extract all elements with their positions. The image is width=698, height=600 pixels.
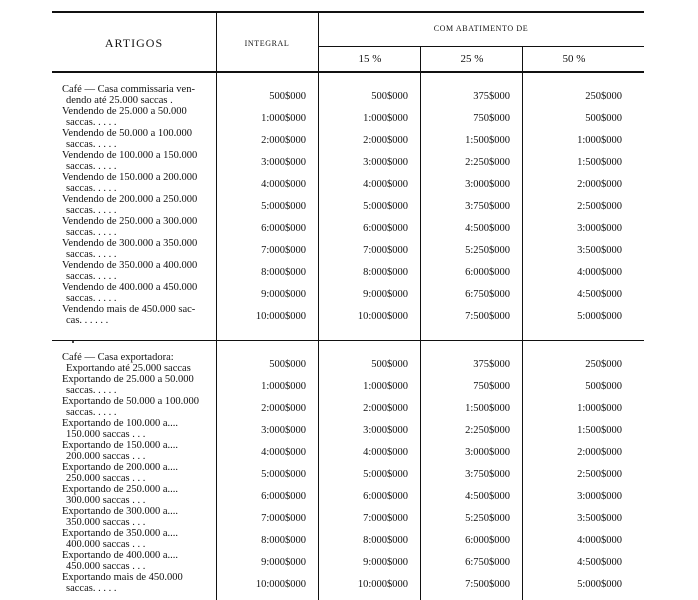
section1-row-label-line1: Vendendo de 200.000 a 250.000: [62, 194, 198, 205]
section1-row-label-line2: saccas. . . . .: [66, 249, 117, 260]
section1-cell-15: 10:000$000: [357, 311, 408, 322]
header-15-pct: 15 %: [358, 53, 382, 65]
section2-cell-integral: 6:000$000: [261, 491, 306, 502]
section2-cell-15: 6:000$000: [363, 491, 408, 502]
section1-cell-integral: 3:000$000: [261, 157, 306, 168]
section1-cell-50: 500$000: [585, 113, 622, 124]
section1-cell-integral: 8:000$000: [261, 267, 306, 278]
section2-cell-50: 2:000$000: [577, 447, 622, 458]
section2-row-label-line2: saccas. . . . .: [66, 583, 117, 594]
section1-cell-25: 6:750$000: [465, 289, 510, 300]
section1-cell-integral: 7:000$000: [261, 245, 306, 256]
column-rule-artigos: [216, 12, 217, 600]
section1-cell-25: 750$000: [473, 113, 510, 124]
section1-row-label-line2: saccas. . . . .: [66, 227, 117, 238]
section1-row-label-line1: Vendendo de 350.000 a 400.000: [62, 260, 198, 271]
header-abatimento: COM ABATIMENTO DE: [433, 24, 529, 33]
section2-cell-50: 5:000$000: [577, 579, 622, 590]
section1-row-label-line1: Café — Casa commissaria ven-: [62, 84, 195, 95]
section2-cell-integral: 1:000$000: [261, 381, 306, 392]
section1-cell-integral: 2:000$000: [261, 135, 306, 146]
section1-cell-50: 250$000: [585, 91, 622, 102]
section1-cell-15: 8:000$000: [363, 267, 408, 278]
section2-cell-50: 500$000: [585, 381, 622, 392]
section1-cell-50: 4:000$000: [577, 267, 622, 278]
section2-cell-15: 10:000$000: [357, 579, 408, 590]
section1-cell-15: 2:000$000: [363, 135, 408, 146]
section1-cell-15: 7:000$000: [363, 245, 408, 256]
section1-cell-25: 4:500$000: [465, 223, 510, 234]
section2-row-label-line1: Exportando de 50.000 a 100.000: [62, 396, 200, 407]
section1-cell-15: 5:000$000: [363, 201, 408, 212]
section2-row-label-line1: Exportando de 150.000 a....: [62, 440, 179, 451]
top-rule: [52, 11, 644, 13]
section1-cell-15: 6:000$000: [363, 223, 408, 234]
header-bottom-rule: [52, 71, 644, 73]
section1-cell-integral: 9:000$000: [261, 289, 306, 300]
section1-row-label-line2: saccas. . . . .: [66, 117, 117, 128]
section1-cell-50: 4:500$000: [577, 289, 622, 300]
section1-row-label-line2: cas. . . . . .: [66, 315, 109, 326]
section1-cell-25: 3:750$000: [465, 201, 510, 212]
section2-cell-50: 1:500$000: [577, 425, 622, 436]
section1-cell-15: 9:000$000: [363, 289, 408, 300]
section2-cell-50: 4:500$000: [577, 557, 622, 568]
section2-row-label-line2: Exportando até 25.000 saccas: [66, 363, 191, 374]
section1-cell-50: 1:500$000: [577, 157, 622, 168]
section2-row-label-line2: 300.000 saccas . . .: [66, 495, 146, 506]
section2-cell-15: 7:000$000: [363, 513, 408, 524]
section2-cell-25: 5:250$000: [465, 513, 510, 524]
section1-cell-25: 7:500$000: [465, 311, 510, 322]
section2-cell-15: 500$000: [371, 359, 408, 370]
section1-row-label-line2: saccas. . . . .: [66, 183, 117, 194]
section2-cell-25: 3:000$000: [465, 447, 510, 458]
header-25-pct: 25 %: [460, 53, 484, 65]
section2-cell-15: 4:000$000: [363, 447, 408, 458]
section1-cell-integral: 10:000$000: [255, 311, 306, 322]
bullet-mark: [72, 341, 74, 343]
section2-cell-25: 3:750$000: [465, 469, 510, 480]
section1-cell-25: 3:000$000: [465, 179, 510, 190]
section1-cell-integral: 500$000: [269, 91, 306, 102]
section2-cell-25: 750$000: [473, 381, 510, 392]
section2-cell-25: 7:500$000: [465, 579, 510, 590]
section2-row-label-line1: Café — Casa exportadora:: [62, 352, 174, 363]
section1-row-label-line1: Vendendo de 300.000 a 350.000: [62, 238, 198, 249]
section2-cell-50: 3:000$000: [577, 491, 622, 502]
section1-row-label-line2: saccas. . . . .: [66, 293, 117, 304]
section2-cell-integral: 10:000$000: [255, 579, 306, 590]
section2-cell-integral: 5:000$000: [261, 469, 306, 480]
column-rule-15: [420, 47, 421, 600]
section2-row-label-line2: 200.000 saccas . . .: [66, 451, 146, 462]
section1-row-label-line1: Vendendo de 50.000 a 100.000: [62, 128, 193, 139]
section2-cell-50: 2:500$000: [577, 469, 622, 480]
section1-cell-integral: 5:000$000: [261, 201, 306, 212]
section2-row-label-line1: Exportando de 350.000 a....: [62, 528, 179, 539]
section2-cell-integral: 7:000$000: [261, 513, 306, 524]
column-rule-25: [522, 47, 523, 600]
section2-row-label-line2: 250.000 saccas . . .: [66, 473, 146, 484]
section2-cell-integral: 4:000$000: [261, 447, 306, 458]
section1-cell-integral: 6:000$000: [261, 223, 306, 234]
header-integral: INTEGRAL: [244, 39, 290, 48]
section2-row-label-line1: Exportando mais de 450.000: [62, 572, 183, 583]
section1-cell-50: 2:000$000: [577, 179, 622, 190]
section2-cell-15: 5:000$000: [363, 469, 408, 480]
section2-row-label-line2: saccas. . . . .: [66, 385, 117, 396]
subheader-rule: [318, 46, 644, 47]
section2-row-label-line1: Exportando de 300.000 a....: [62, 506, 179, 517]
section2-row-label-line1: Exportando de 100.000 a....: [62, 418, 179, 429]
section1-cell-25: 6:000$000: [465, 267, 510, 278]
section2-cell-25: 2:250$000: [465, 425, 510, 436]
section1-cell-15: 4:000$000: [363, 179, 408, 190]
section2-cell-50: 4:000$000: [577, 535, 622, 546]
section2-row-label-line1: Exportando de 250.000 a....: [62, 484, 179, 495]
section2-cell-25: 4:500$000: [465, 491, 510, 502]
section2-cell-15: 2:000$000: [363, 403, 408, 414]
section1-cell-25: 375$000: [473, 91, 510, 102]
section1-cell-15: 1:000$000: [363, 113, 408, 124]
section1-row-label-line2: saccas. . . . .: [66, 271, 117, 282]
section2-cell-integral: 2:000$000: [261, 403, 306, 414]
section1-row-label-line2: dendo até 25.000 saccas .: [66, 95, 173, 106]
section2-cell-integral: 8:000$000: [261, 535, 306, 546]
section1-row-label-line2: saccas. . . . .: [66, 161, 117, 172]
section2-cell-15: 3:000$000: [363, 425, 408, 436]
section2-cell-integral: 9:000$000: [261, 557, 306, 568]
section1-row-label-line2: saccas. . . . .: [66, 139, 117, 150]
section2-cell-15: 9:000$000: [363, 557, 408, 568]
section1-cell-50: 5:000$000: [577, 311, 622, 322]
section2-row-label-line1: Exportando de 200.000 a....: [62, 462, 179, 473]
column-rule-integral: [318, 12, 319, 600]
section1-cell-50: 2:500$000: [577, 201, 622, 212]
section2-row-label-line2: 150.000 saccas . . .: [66, 429, 146, 440]
section2-cell-25: 375$000: [473, 359, 510, 370]
section1-row-label-line1: Vendendo de 250.000 a 300.000: [62, 216, 198, 227]
section1-row-label-line1: Vendendo de 400.000 a 450.000: [62, 282, 198, 293]
section1-cell-15: 3:000$000: [363, 157, 408, 168]
section2-cell-50: 1:000$000: [577, 403, 622, 414]
section1-cell-50: 3:500$000: [577, 245, 622, 256]
section2-cell-integral: 3:000$000: [261, 425, 306, 436]
section1-cell-50: 3:000$000: [577, 223, 622, 234]
section1-cell-25: 1:500$000: [465, 135, 510, 146]
section1-cell-integral: 1:000$000: [261, 113, 306, 124]
section2-cell-50: 3:500$000: [577, 513, 622, 524]
section2-row-label-line1: Exportando de 400.000 a....: [62, 550, 179, 561]
section2-cell-integral: 500$000: [269, 359, 306, 370]
section2-row-label-line2: 400.000 saccas . . .: [66, 539, 146, 550]
section1-row-label-line2: saccas. . . . .: [66, 205, 117, 216]
section2-cell-15: 8:000$000: [363, 535, 408, 546]
section2-row-label-line2: 450.000 saccas . . .: [66, 561, 146, 572]
section2-row-label-line2: saccas. . . . .: [66, 407, 117, 418]
section2-cell-50: 250$000: [585, 359, 622, 370]
section2-cell-25: 6:750$000: [465, 557, 510, 568]
section2-row-label-line2: 350.000 saccas . . .: [66, 517, 146, 528]
section2-row-label-line1: Exportando de 25.000 a 50.000: [62, 374, 194, 385]
section1-row-label-line1: Vendendo mais de 450.000 sac-: [62, 304, 196, 315]
section2-cell-25: 1:500$000: [465, 403, 510, 414]
section1-cell-integral: 4:000$000: [261, 179, 306, 190]
section1-cell-25: 2:250$000: [465, 157, 510, 168]
section-divider-rule: [52, 340, 644, 341]
section1-row-label-line1: Vendendo de 100.000 a 150.000: [62, 150, 198, 161]
header-artigos: ARTIGOS: [104, 36, 164, 50]
section1-row-label-line1: Vendendo de 25.000 a 50.000: [62, 106, 187, 117]
section1-cell-50: 1:000$000: [577, 135, 622, 146]
section1-cell-25: 5:250$000: [465, 245, 510, 256]
section1-cell-15: 500$000: [371, 91, 408, 102]
section1-row-label-line1: Vendendo de 150.000 a 200.000: [62, 172, 198, 183]
header-50-pct: 50 %: [562, 53, 586, 65]
section2-cell-15: 1:000$000: [363, 381, 408, 392]
section2-cell-25: 6:000$000: [465, 535, 510, 546]
